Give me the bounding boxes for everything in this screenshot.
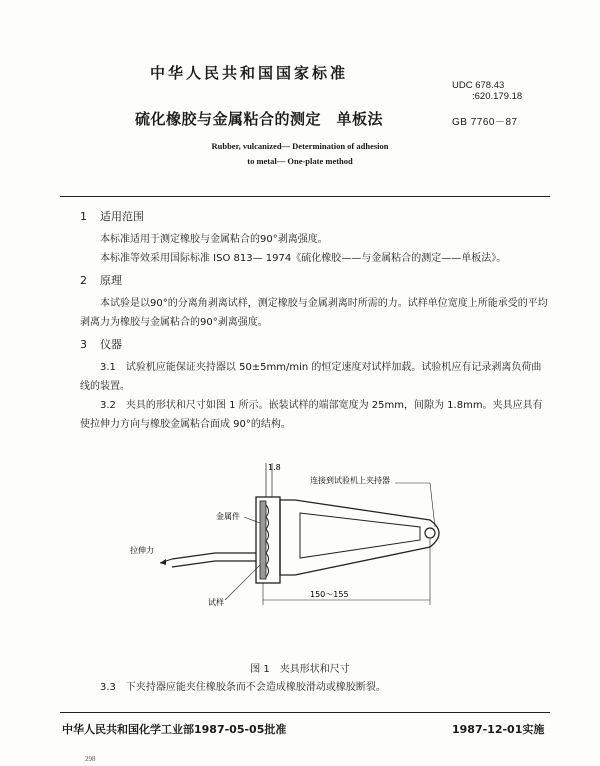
label-upper-clamp: 连接到试验机上夹持器 xyxy=(310,476,390,485)
figure-1-caption: 图 1 夹具形状和尺寸 xyxy=(250,664,350,675)
label-metal: 金属件 xyxy=(216,512,240,521)
section-1-paragraph-2: 本标准等效采用国际标准 ISO 813— 1974《硫化橡胶——与金属粘合的测定——单板法》。 xyxy=(100,253,507,264)
length-dimension: 150～155 xyxy=(310,590,349,599)
label-specimen: 试样 xyxy=(208,598,224,607)
fixture-arm-slot xyxy=(300,513,420,558)
section-2-paragraph-1: 本试验是以90°的分离角剥离试样，测定橡胶与金属剥离时所需的力。试样单位宽度上所能承受的平均剥离力为橡胶与金属粘合的90°剥离强度。 xyxy=(80,298,548,328)
label-tensile-force: 拉伸力 xyxy=(130,546,154,555)
udc-code-line2: :620.179.18 xyxy=(472,91,523,102)
gap-dimension: 1.8 xyxy=(268,463,281,472)
section-number: 1 xyxy=(80,210,87,223)
rubber-strip-lower xyxy=(172,561,256,567)
section-title: 适用范围 xyxy=(100,210,144,223)
header-rule xyxy=(60,196,550,197)
section-number: 2 xyxy=(80,274,87,287)
section-number: 3 xyxy=(80,338,87,351)
standard-name: 中华人民共和国国家标准 xyxy=(150,64,349,82)
udc-code-line1: UDC 678.43 xyxy=(452,80,505,91)
english-title-line2: to metal— One-plate method xyxy=(247,156,353,166)
section-title: 原理 xyxy=(100,274,122,287)
metal-leader xyxy=(244,517,260,523)
page-number: 298 xyxy=(85,755,96,763)
fixture-arm-outline xyxy=(280,500,439,575)
figure-1-fixture-drawing xyxy=(120,455,480,650)
document-title: 硫化橡胶与金属粘合的测定 单板法 xyxy=(135,110,384,128)
specimen-leader xyxy=(225,565,260,600)
force-arrowhead xyxy=(160,559,166,565)
implementation-date: 1987-12-01实施 xyxy=(452,723,545,736)
approval-line: 中华人民共和国化学工业部1987-05-05批准 xyxy=(62,723,287,736)
footer-rule xyxy=(60,712,550,713)
section-1-heading xyxy=(80,208,144,224)
gb-number: GB 7760－87 xyxy=(452,117,518,128)
section-3-clause-3-2: 3.2 夹具的形状和尺寸如图 1 所示。嵌装试样的端部宽度为 25mm，间隙为 1.8mm。夹具应具有使拉伸力方向与橡胶金属粘合面成 90°的结构。 xyxy=(80,400,543,430)
pin-hole xyxy=(425,528,435,538)
section-2-heading xyxy=(80,272,122,288)
section-3-clause-3-1: 3.1 试验机应能保证夹持器以 50±5mm/min 的恒定速度对试样加载。试验机应有记录剥离负荷曲线的装置。 xyxy=(80,362,542,392)
english-title-line1: Rubber, vulcanized— Determination of adhesion xyxy=(211,141,389,151)
section-title: 仪器 xyxy=(100,338,122,351)
clause-3-3: 3.3 下夹持器应能夹住橡胶条而不会造成橡胶滑动或橡胶断裂。 xyxy=(100,682,386,693)
section-1-paragraph-1: 本标准适用于测定橡胶与金属粘合的90°剥离强度。 xyxy=(100,234,328,245)
rubber-strip xyxy=(172,553,256,559)
rubber-layer xyxy=(266,505,269,577)
metal-plate xyxy=(260,501,266,579)
section-3-heading xyxy=(80,336,122,352)
